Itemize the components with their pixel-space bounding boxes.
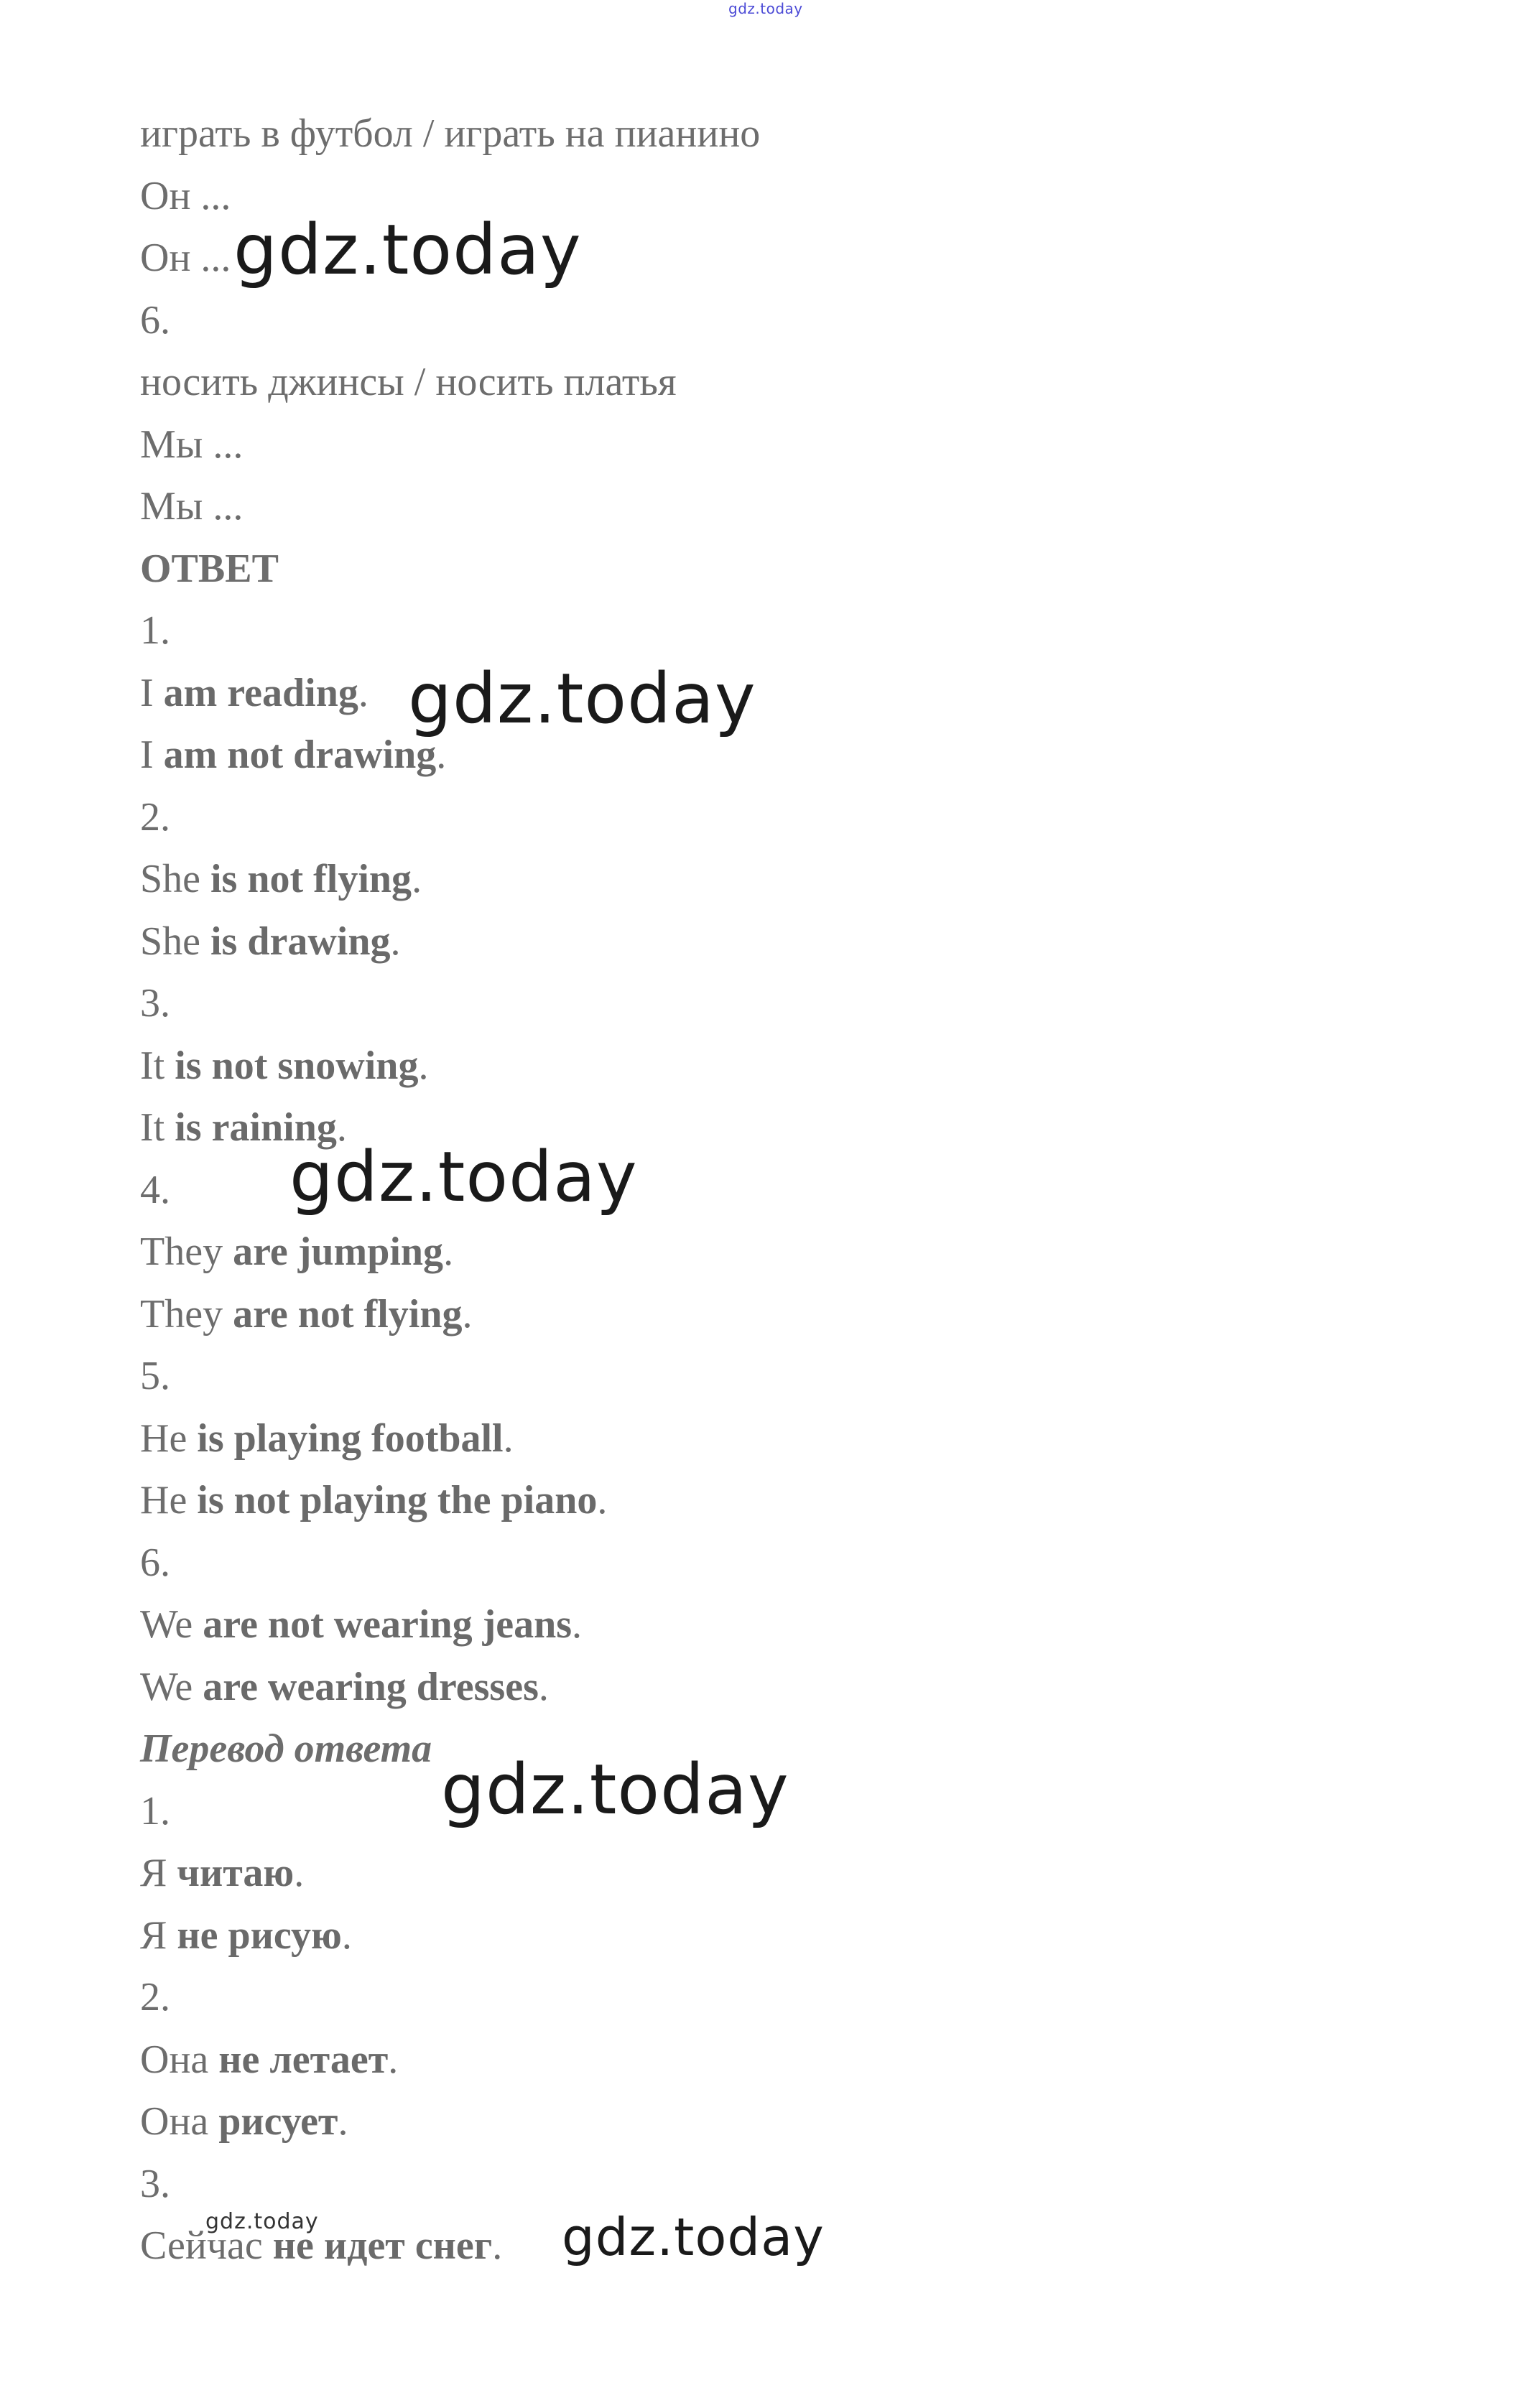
text-line: [140, 1966, 1397, 2029]
bold-fragment: are not flying: [233, 1291, 463, 1337]
text-fragment: Он ...: [140, 173, 231, 218]
text-fragment: ОТВЕТ: [140, 546, 279, 591]
text-fragment: .: [492, 2223, 503, 2268]
text-fragment: .: [338, 2099, 348, 2144]
text-fragment: She: [140, 919, 210, 964]
text-line: [140, 2091, 1397, 2153]
text-fragment: .: [336, 1105, 347, 1150]
text-line: [140, 786, 1397, 849]
text-fragment: Мы ...: [140, 484, 244, 529]
text-line: [140, 1656, 1397, 1719]
text-fragment: .: [412, 857, 422, 901]
text-line: [140, 1221, 1397, 1283]
text-fragment: Перевод ответа: [140, 1726, 432, 1771]
watermark: gdz.today: [289, 1137, 638, 1217]
text-fragment: Она: [140, 2099, 219, 2144]
bold-fragment: is not playing the piano: [197, 1478, 598, 1523]
bold-fragment: is raining: [175, 1105, 337, 1150]
text-fragment: .: [418, 1043, 429, 1088]
text-fragment: .: [503, 1415, 514, 1461]
text-fragment: 6.: [140, 297, 170, 343]
text-fragment: It: [140, 1105, 175, 1150]
bold-fragment: am not drawing: [163, 733, 437, 777]
text-line: [140, 1283, 1397, 1346]
text-fragment: 3.: [140, 981, 170, 1026]
bold-fragment: am reading: [163, 670, 358, 715]
text-fragment: They: [140, 1291, 233, 1337]
text-fragment: .: [341, 1912, 352, 1958]
text-line: [140, 1035, 1397, 1097]
text-fragment: 6.: [140, 1540, 170, 1585]
text-line: [140, 414, 1397, 476]
bold-fragment: is not snowing: [175, 1043, 419, 1088]
bold-fragment: is playing football: [197, 1415, 504, 1461]
text-line: [140, 1532, 1397, 1594]
text-line: [140, 1469, 1397, 1532]
text-fragment: .: [572, 1602, 583, 1647]
text-fragment: They: [140, 1229, 233, 1274]
text-fragment: 4.: [140, 1167, 170, 1212]
text-fragment: .: [390, 919, 401, 964]
text-fragment: .: [462, 1291, 473, 1337]
text-line: [140, 103, 1397, 165]
text-fragment: 1.: [140, 1788, 170, 1833]
text-fragment: 5.: [140, 1354, 170, 1398]
bold-fragment: are wearing dresses: [203, 1664, 539, 1709]
text-line: [140, 600, 1397, 662]
header-watermark: gdz.today: [728, 0, 803, 17]
watermark: gdz.today: [205, 2209, 319, 2234]
bold-fragment: читаю: [177, 1851, 295, 1895]
text-fragment: He: [140, 1415, 198, 1461]
text-fragment: 1.: [140, 608, 170, 653]
bold-fragment: is not flying: [210, 857, 412, 901]
bold-fragment: are jumping: [233, 1229, 444, 1274]
bold-fragment: is drawing: [210, 919, 391, 964]
bold-fragment: не летает: [218, 2037, 389, 2082]
text-fragment: 3.: [140, 2161, 170, 2206]
text-fragment: Я: [140, 1851, 177, 1895]
watermark: gdz.today: [562, 2207, 825, 2267]
text-fragment: .: [294, 1851, 305, 1895]
text-line: [140, 972, 1397, 1035]
text-fragment: I: [140, 670, 164, 715]
text-line: [140, 289, 1397, 352]
bold-fragment: are not wearing jeans: [203, 1602, 573, 1647]
text-fragment: Сейчас: [140, 2223, 273, 2268]
watermark: gdz.today: [441, 1749, 789, 1830]
text-fragment: 2.: [140, 1975, 170, 2019]
text-line: [140, 2153, 1397, 2216]
text-fragment: We: [140, 1664, 203, 1709]
text-line: [140, 911, 1397, 973]
text-fragment: It: [140, 1043, 175, 1088]
text-fragment: Он ...: [140, 236, 231, 280]
text-line: [140, 1842, 1397, 1905]
text-fragment: We: [140, 1602, 203, 1647]
text-fragment: носить джинсы / носить платья: [140, 360, 677, 404]
text-fragment: He: [140, 1478, 198, 1523]
text-line: [140, 1345, 1397, 1408]
text-fragment: Мы ...: [140, 422, 244, 467]
text-line: [140, 1905, 1397, 1967]
section-heading: [140, 538, 1397, 600]
text-fragment: 2.: [140, 794, 170, 840]
text-fragment: She: [140, 857, 210, 901]
bold-fragment: рисует: [218, 2099, 338, 2144]
text-line: [140, 2029, 1397, 2091]
text-fragment: I: [140, 733, 164, 777]
text-fragment: .: [538, 1664, 549, 1709]
text-fragment: .: [358, 670, 368, 715]
text-fragment: Она: [140, 2037, 219, 2082]
text-fragment: .: [436, 733, 447, 777]
text-line: [140, 662, 1397, 725]
bold-fragment: не идет снег: [272, 2223, 493, 2268]
text-fragment: играть в футбол / играть на пианино: [140, 111, 761, 156]
text-fragment: .: [388, 2037, 399, 2082]
text-fragment: .: [443, 1229, 454, 1274]
text-line: [140, 351, 1397, 414]
watermark: gdz.today: [408, 659, 756, 739]
text-line: [140, 1408, 1397, 1470]
watermark: gdz.today: [233, 210, 582, 290]
text-fragment: Я: [140, 1912, 177, 1958]
text-line: [140, 475, 1397, 538]
bold-fragment: не рисую: [177, 1912, 342, 1958]
text-line: [140, 1594, 1397, 1656]
text-line: [140, 724, 1397, 786]
text-line: [140, 848, 1397, 911]
text-fragment: .: [597, 1478, 608, 1523]
